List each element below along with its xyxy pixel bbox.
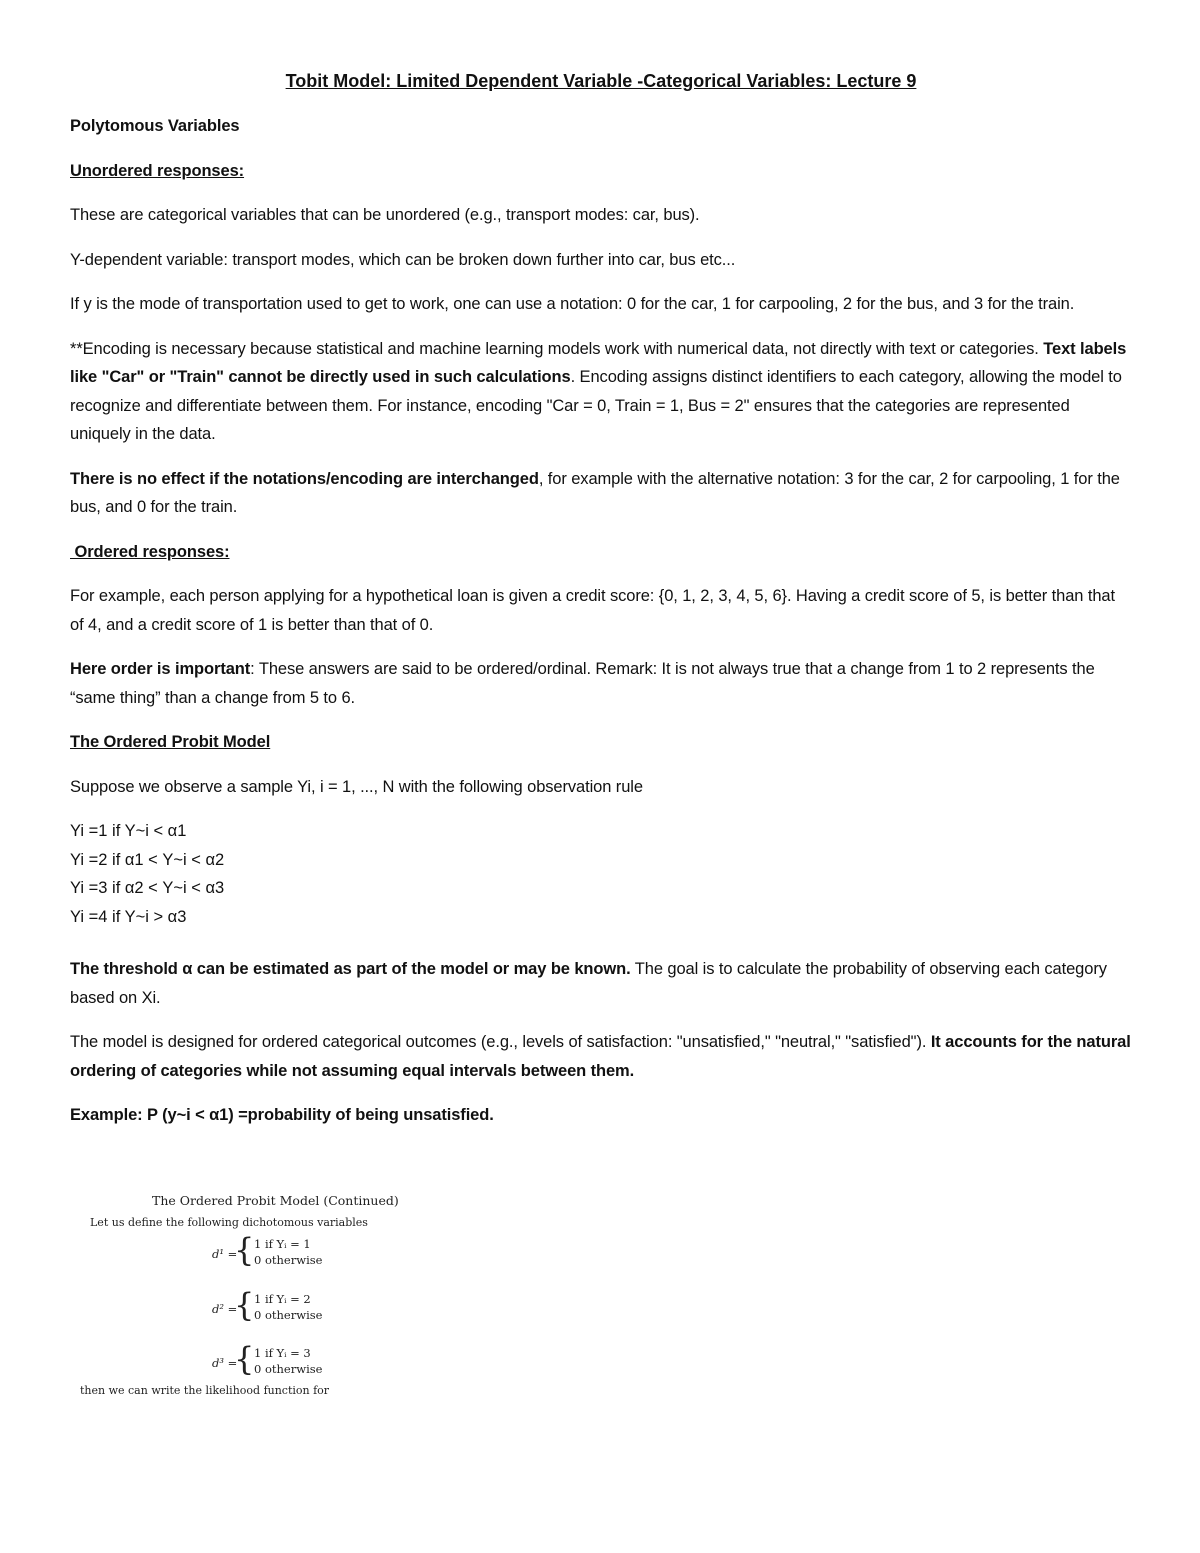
equation-case-2: 0 otherwise <box>254 1253 323 1267</box>
encoding-text-b: . Encoding assigns distinct identifiers to each category, allowing the model to recognize and differentiate between them. For instance, encoding "Car = 0, Train = 1, Bus = 2" ensures that the categories are represented uniquely in the data. <box>70 368 1122 443</box>
equation-lhs: d³ = <box>212 1356 238 1370</box>
document-title: Tobit Model: Limited Dependent Variable -Categorical Variables: Lecture 9 <box>285 71 917 91</box>
slide-footer: then we can write the likelihood function for <box>80 1384 330 1397</box>
model-text-bold: It accounts for the natural ordering of categories while not assuming equal intervals between them. <box>70 1033 1131 1080</box>
rule-line: Yi =2 if α1 < Y~i < α2 <box>70 850 225 869</box>
heading-ordered: Ordered responses: <box>70 542 230 561</box>
left-brace-icon: { <box>234 1286 255 1324</box>
model-text-a: The model is designed for ordered categorical outcomes (e.g., levels of satisfaction: "unsatisfied," "neutral," "satisfied"). <box>70 1033 931 1052</box>
encoding-text-a: **Encoding is necessary because statistical and machine learning models work with numerical data, not directly with text or categories. <box>70 339 1044 358</box>
equation-case-1: 1 if Yᵢ = 1 <box>254 1237 311 1251</box>
left-brace-icon: { <box>234 1231 255 1269</box>
slide-equation-1 <box>212 1231 372 1276</box>
paragraph-probit-1: Suppose we observe a sample Yi, i = 1, ..., N with the following observation rule <box>70 777 643 796</box>
left-brace-icon: { <box>234 1340 255 1378</box>
paragraph-example: Example: P (y~i < α1) =probability of being unsatisfied. <box>70 1106 494 1125</box>
threshold-bold: The threshold α can be estimated as part of the model or may be known. <box>70 960 631 979</box>
equation-case-1: 1 if Yᵢ = 2 <box>254 1292 311 1306</box>
paragraph-threshold <box>70 955 1132 1012</box>
document-page <box>70 68 1132 1146</box>
paragraph-order-important <box>70 655 1132 712</box>
rule-line: Yi =4 if Y~i > α3 <box>70 907 187 926</box>
slide-equation-3 <box>212 1340 372 1385</box>
slide-subtitle: Let us define the following dichotomous variables <box>90 1216 368 1229</box>
order-rest: : These answers are said to be ordered/ordinal. Remark: It is not always true that a change from 1 to 2 represents the “same thing” than a change from 5 to 6. <box>70 660 1095 707</box>
equation-case-1: 1 if Yᵢ = 3 <box>254 1346 311 1360</box>
equation-lhs: d¹ = <box>212 1247 238 1261</box>
heading-ordered-probit: The Ordered Probit Model <box>70 733 271 751</box>
equation-case-2: 0 otherwise <box>254 1308 323 1322</box>
paragraph-ordered-1: For example, each person applying for a hypothetical loan is given a credit score: {0, 1, 2, 3, 4, 5, 6}. Having a credit score of 5, is better than that of 4, and a credit score of 1 is better than that of 0. <box>70 587 1115 634</box>
rule-line: Yi =3 if α2 < Y~i < α3 <box>70 879 225 898</box>
encoding-text-bold: Text labels like "Car" or "Train" cannot be directly used in such calculations <box>70 339 1127 386</box>
interchange-bold: There is no effect if the notations/encoding are interchanged <box>70 469 539 488</box>
paragraph-unordered-2: Y-dependent variable: transport modes, which can be broken down further into car, bus etc... <box>70 250 736 269</box>
rule-line: Yi =1 if Y~i < α1 <box>70 822 187 840</box>
interchange-rest: , for example with the alternative notation: 3 for the car, 2 for carpooling, 1 for the bus, and 0 for the train. <box>70 469 1120 516</box>
observation-rules <box>70 817 1132 931</box>
threshold-rest: The goal is to calculate the probability of observing each category based on Xi. <box>70 960 1107 1007</box>
heading-polytomous: Polytomous Variables <box>70 117 240 135</box>
order-bold: Here order is important <box>70 660 251 678</box>
equation-lhs: d² = <box>212 1302 238 1316</box>
slide-equation-2 <box>212 1286 372 1331</box>
paragraph-encoding <box>70 335 1132 449</box>
paragraph-model <box>70 1028 1132 1085</box>
paragraph-unordered-3: If y is the mode of transportation used to get to work, one can use a notation: 0 for the car, 1 for carpooling, 2 for the bus, and 3 for the train. <box>70 295 1075 313</box>
paragraph-unordered-1: These are categorical variables that can be unordered (e.g., transport modes: car, bus). <box>70 206 700 224</box>
embedded-slide-image <box>78 1190 408 1400</box>
slide-title: The Ordered Probit Model (Continued) <box>152 1193 399 1208</box>
equation-case-2: 0 otherwise <box>254 1362 323 1376</box>
heading-unordered: Unordered responses: <box>70 161 245 180</box>
paragraph-interchange <box>70 465 1132 522</box>
